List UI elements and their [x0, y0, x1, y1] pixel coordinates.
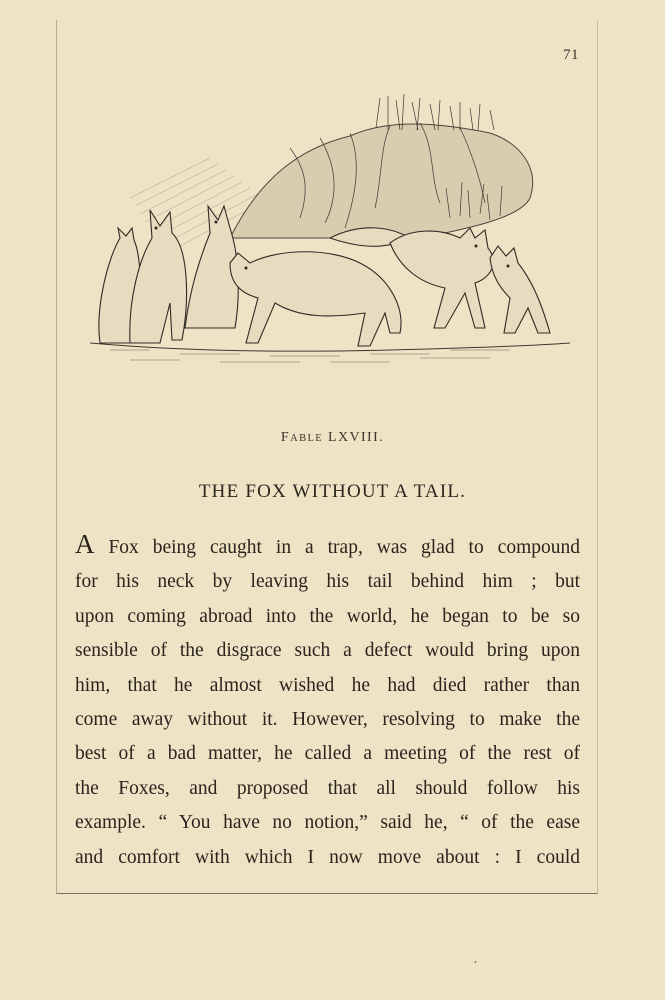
body-line: example. “ You have no notion,” said he, “ of the ease: [75, 812, 580, 834]
body-line: best of a bad matter, he called a meeting of the rest of: [75, 743, 580, 765]
body-line: and comfort with which I now move about : I could: [75, 846, 580, 868]
body-line: the Foxes, and proposed that all should follow his: [75, 777, 580, 799]
body-line: for his neck by leaving his tail behind him ; but: [75, 571, 580, 593]
fable-body-text: [75, 527, 580, 875]
body-line: him, that he almost wished he had died rather than: [75, 674, 580, 696]
body-line: sensible of the disgrace such a defect would bring upon: [75, 640, 580, 662]
body-line: come away without it. However, resolving to make the: [75, 709, 580, 731]
fox-illustration: [90, 88, 570, 378]
body-line: A Fox being caught in a trap, was glad to compound: [75, 529, 580, 559]
fable-number-label: FABLE LXVIII.: [280, 430, 385, 445]
body-line: upon coming abroad into the world, he began to be so: [75, 605, 580, 627]
page-number: 71: [563, 47, 579, 63]
printer-mark: •: [474, 958, 477, 967]
fable-title: THE FOX WITHOUT A TAIL.: [198, 481, 467, 502]
